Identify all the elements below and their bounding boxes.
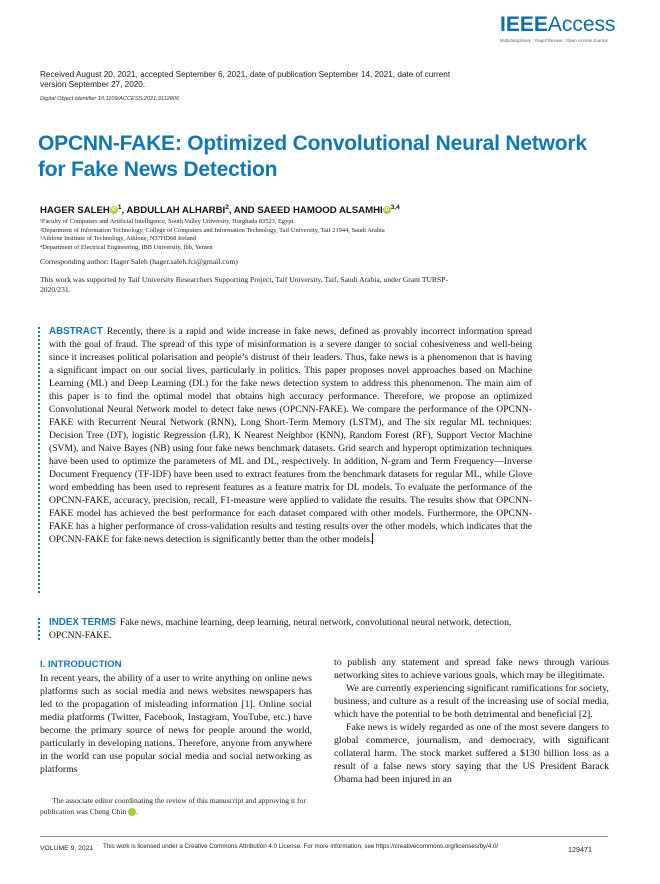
affiliation-4: ⁴Department of Electrical Engineering, IBB University, Ibb, Yemen [40, 243, 213, 251]
text-cursor [372, 533, 373, 544]
left-column [40, 672, 312, 776]
funding-note: This work was supported by Taif University Researchers Supporting Project, Taif University, Taif, Saudi Arabia, under Grant TURSP-2020/231. [40, 275, 448, 294]
intro-paragraph-4: Fake news is widely regarded as one of the most severe dangers to global commerce, journalism, and democracy, with significant collateral harm. The stock market suffered a $130 billion loss as a result of a false news story saying that the US President Barack Obama had been injured in an [334, 722, 609, 785]
author-2-affil: 2 [225, 204, 229, 211]
author-1-affil: 1 [117, 204, 122, 211]
index-terms-rule [38, 618, 40, 642]
abstract-block [38, 325, 532, 546]
section-heading-introduction: I. INTRODUCTION [40, 659, 122, 670]
logo-tagline: Multidisciplinary ⁝ Rapid Review ⁝ Open Access Journal [500, 38, 608, 43]
intro-paragraph-1: In recent years, the ability of a user to write anything on online news platforms such as social media and news websites newspapers has led to the propagation of misleading information [1]. Online social media platforms (Twitter, Facebook, Instagram, YouTube, etc.) have become the primary source of news for people around the world, particularly in developing nations. Therefore, anyone from anywhere in the world can use popular social media and social networking as platforms [40, 673, 312, 775]
index-terms-text: Fake news, machine learning, deep learning, neural network, convolutional neural network, detection, OPCNN-FAKE. [49, 617, 512, 641]
footer-divider [40, 836, 608, 837]
logo-access: Access [547, 13, 616, 36]
paper-title: OPCNN-FAKE: Optimized Convolutional Neural Network for Fake News Detection [38, 132, 587, 181]
right-column [334, 656, 609, 786]
intro-paragraph-3: We are currently experiencing significant ramifications for society, business, and culture as a result of the increasing use of social media, which have the potential to be both detrimental and beneficial [2]. [334, 683, 609, 720]
affiliations [40, 218, 600, 252]
orcid-icon[interactable]: iD [128, 808, 136, 816]
abstract-rule [38, 327, 40, 595]
author-2: , ABDULLAH ALHARBI [121, 205, 226, 217]
doi-line: Digital Object Identifier 10.1109/ACCESS.2021.3112806 [40, 96, 180, 102]
corresponding-author: Corresponding author: Hager Saleh (hager.saleh.fci@gmail.com) [40, 257, 238, 266]
author-list [40, 204, 600, 216]
footer-page-number: 129471 [568, 845, 592, 854]
author-3-affil: 3,4 [390, 204, 400, 211]
author-1: HAGER SALEH [40, 205, 110, 217]
received-dates: Received August 20, 2021, accepted September 6, 2021, date of publication September 14, 2021, date of current version September 27, 2020. [40, 70, 451, 89]
author-3: , AND SAEED HAMOOD ALSAMHI [228, 205, 383, 217]
index-terms-block [38, 616, 532, 642]
abstract-text: Recently, there is a rapid and wide increase in fake news, defined as provably incorrect information spread with the goal of fraud. The spread of this type of misinformation is a severe danger to social cohesiveness and well-being since it increases political polarisation and people’s distrust of their leaders. Thus, fake news is a phenomenon that is having a significant impact on our social lives, particularly in politics. This paper proposes novel approaches based on Machine Learning (ML) and Deep Learning (DL) for the fake news detection system to address this phenomenon. The main aim of this paper is to find the optimal model that obtains high accuracy performance. Therefore, we propose an optimized Convolutional Neural Network model to detect fake news (OPCNN-FAKE). We compare the performance of the OPCNN-FAKE with Recurrent Neural Network (RNN), Long Short-Term Memory (LSTM), and The six regular ML techniques: Decision Tree (DT), logistic Regression (LR), K Nearest Neighbor (KNN), Random Forest (RF), Support Vector Machine (SVM), and Naive Bayes (NB) using four fake news benchmark datasets. Grid search and hyperopt optimization techniques have been used to optimize the parameters of ML and DL, respectively. In addition, N-gram and Term Frequency—Inverse Document Frequency (TF-IDF) have been used to extract features from the benchmark datasets for regular ML, while Glove word embedding has been used to represent features as a feature matrix for DL models. To evaluate the performance of the OPCNN-FAKE, accuracy, precision, recall, F1-measure were applied to validate the results. The results show that OPCNN-FAKE model has achieved the best performance for each dataset compared with other models. Furthermore, the OPCNN-FAKE has a higher performance of cross-validation results and testing results over the other models, which indicates that the OPCNN-FAKE for fake news detection is significantly better than the other models. [49, 326, 532, 545]
intro-paragraph-2: to publish any statement and spread fake news through various networking sites to achieve various goals, which may be illegitimate. [334, 657, 609, 681]
affiliation-1: ¹Faculty of Computers and Artificial Intelligence, South Valley University, Hurghada 83523, Egypt [40, 218, 294, 225]
orcid-icon[interactable]: iD [384, 207, 390, 214]
editor-note-text: The associate editor coordinating the review of this manuscript and approving it for publication was Cheng Chin [40, 796, 306, 816]
footer-volume: VOLUME 9, 2021 [40, 845, 94, 852]
footer-license[interactable]: This work is licensed under a Creative Commons Attribution 4.0 License. For more information, see https://creativecommons.org/licenses/by/4.0/ [103, 843, 499, 850]
ieee-access-logo [500, 14, 630, 48]
orcid-icon[interactable]: iD [111, 207, 117, 214]
index-terms-heading: INDEX TERMS [49, 617, 116, 628]
abstract-heading: ABSTRACT [49, 326, 103, 337]
affiliation-3: ³Athlone Institute of Technology, Athlone, N37HD68 Ireland [40, 235, 197, 243]
associate-editor-note: The associate editor coordinating the review of this manuscript and approving it for publication was Cheng Chin iD. [40, 796, 306, 816]
logo-ieee: IEEE [500, 13, 548, 36]
affiliation-2: ²Department of Information Technology, College of Computers and Information Technology, Taif University, Taif 21944, Saudi Arabia [40, 226, 385, 234]
